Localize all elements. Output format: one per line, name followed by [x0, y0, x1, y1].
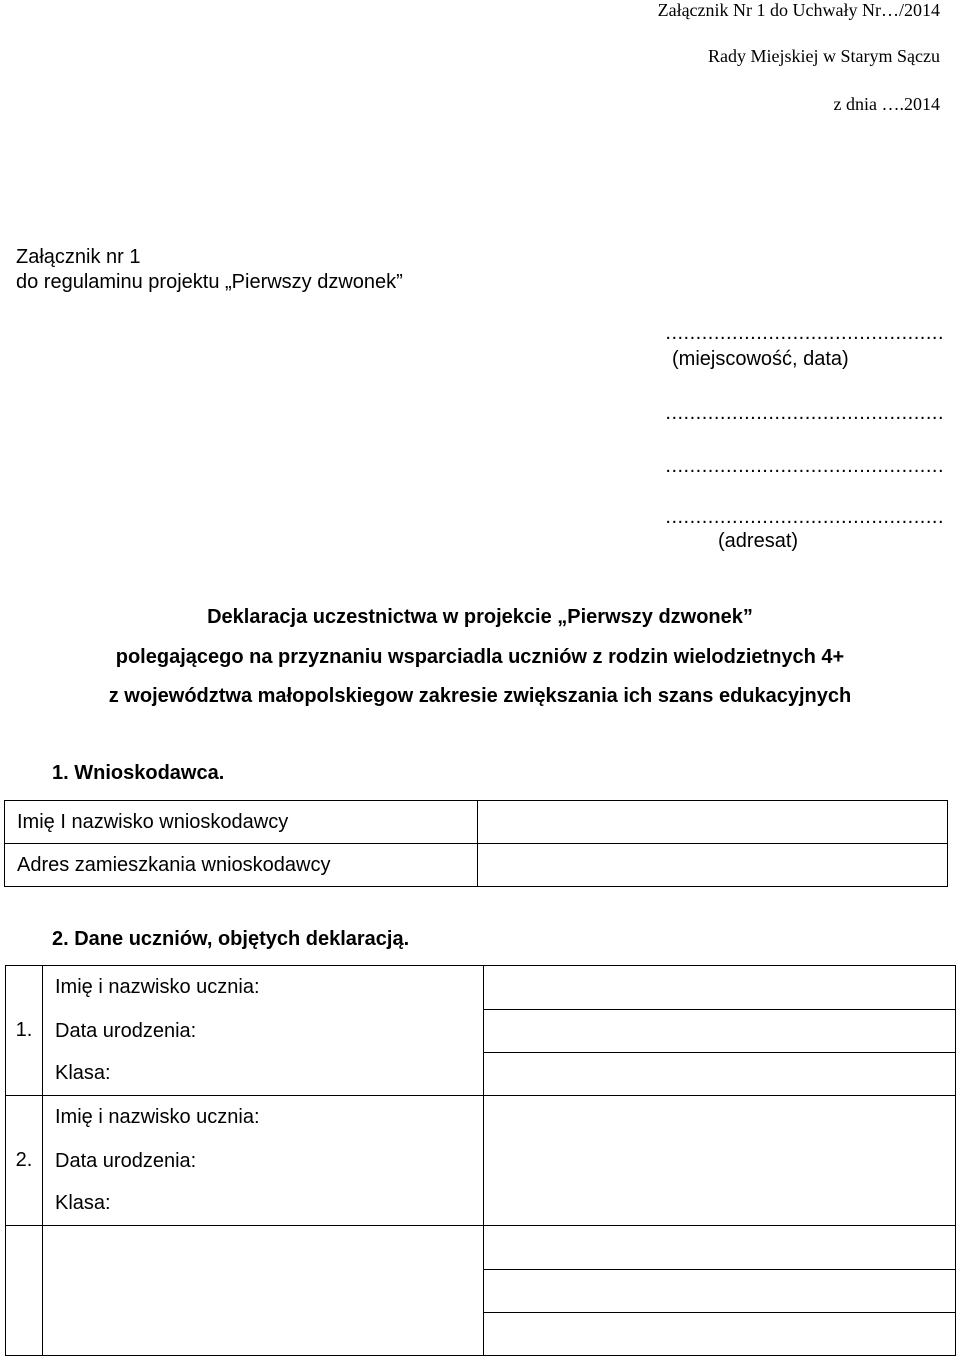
student-name-label: Imię i nazwisko ucznia: [43, 1096, 484, 1140]
student-dob-label: Data urodzenia: [43, 1140, 484, 1183]
resolution-attachment-header: Załącznik Nr 1 do Uchwały Nr…/2014 [657, 0, 940, 20]
place-date-field[interactable]: .............................................. [665, 322, 944, 344]
student-dob-input[interactable] [484, 1140, 956, 1183]
student-input-cell[interactable] [484, 1226, 956, 1270]
table-row [6, 1270, 956, 1313]
student-class-label: Klasa: [43, 1183, 484, 1226]
student-input-cell[interactable] [484, 1313, 956, 1356]
student-label-cell [43, 1313, 484, 1356]
student-class-input[interactable] [484, 1053, 956, 1096]
declaration-title: Deklaracja uczestnictwa w projekcie „Pierwszy dzwonek” [207, 606, 753, 628]
council-name: Rady Miejskiej w Starym Sączu [708, 46, 940, 66]
table-row [5, 801, 948, 844]
table-row [6, 1096, 956, 1140]
table-row [5, 844, 948, 887]
student-input-cell[interactable] [484, 1270, 956, 1313]
student-name-label: Imię i nazwisko ucznia: [43, 966, 484, 1010]
student-label-cell [43, 1226, 484, 1270]
addressee-caption: (adresat) [718, 530, 799, 552]
table-row [6, 1226, 956, 1270]
student-number: 2. [6, 1096, 43, 1226]
addressee-field-line[interactable]: .............................................. [665, 402, 944, 424]
table-row [6, 1313, 956, 1356]
student-dob-label: Data urodzenia: [43, 1010, 484, 1053]
table-row [6, 1183, 956, 1226]
attachment-description: do regulaminu projektu „Pierwszy dzwonek” [16, 271, 403, 293]
student-name-input[interactable] [484, 1096, 956, 1140]
attachment-number: Załącznik nr 1 [16, 246, 141, 268]
place-date-caption: (miejscowość, data) [672, 348, 849, 370]
table-row [6, 966, 956, 1010]
applicant-table [4, 800, 948, 887]
declaration-subtitle-line: z województwa małopolskiegow zakresie zwiększania ich szans edukacyjnych [108, 685, 852, 707]
students-table [5, 965, 956, 1356]
table-row [6, 1010, 956, 1053]
student-name-input[interactable] [484, 966, 956, 1010]
student-dob-input[interactable] [484, 1010, 956, 1053]
section-heading-applicant: 1. Wnioskodawca. [52, 762, 225, 784]
section-heading-students: 2. Dane uczniów, objętych deklaracją. [52, 928, 410, 950]
table-row [6, 1140, 956, 1183]
student-number [6, 1226, 43, 1356]
student-label-cell [43, 1270, 484, 1313]
addressee-field-line[interactable]: .............................................. [665, 506, 944, 528]
table-row [6, 1053, 956, 1096]
applicant-name-label: Imię I nazwisko wnioskodawcy [5, 801, 478, 844]
resolution-date: z dnia ….2014 [833, 94, 940, 114]
student-number: 1. [6, 966, 43, 1096]
declaration-subtitle-line: polegającego na przyznaniu wsparciadla uczniów z rodzin wielodzietnych 4+ [115, 646, 845, 668]
student-class-input[interactable] [484, 1183, 956, 1226]
applicant-address-input[interactable] [478, 844, 948, 887]
student-class-label: Klasa: [43, 1053, 484, 1096]
addressee-field-line[interactable]: .............................................. [665, 455, 944, 477]
applicant-address-label: Adres zamieszkania wnioskodawcy [5, 844, 478, 887]
applicant-name-input[interactable] [478, 801, 948, 844]
